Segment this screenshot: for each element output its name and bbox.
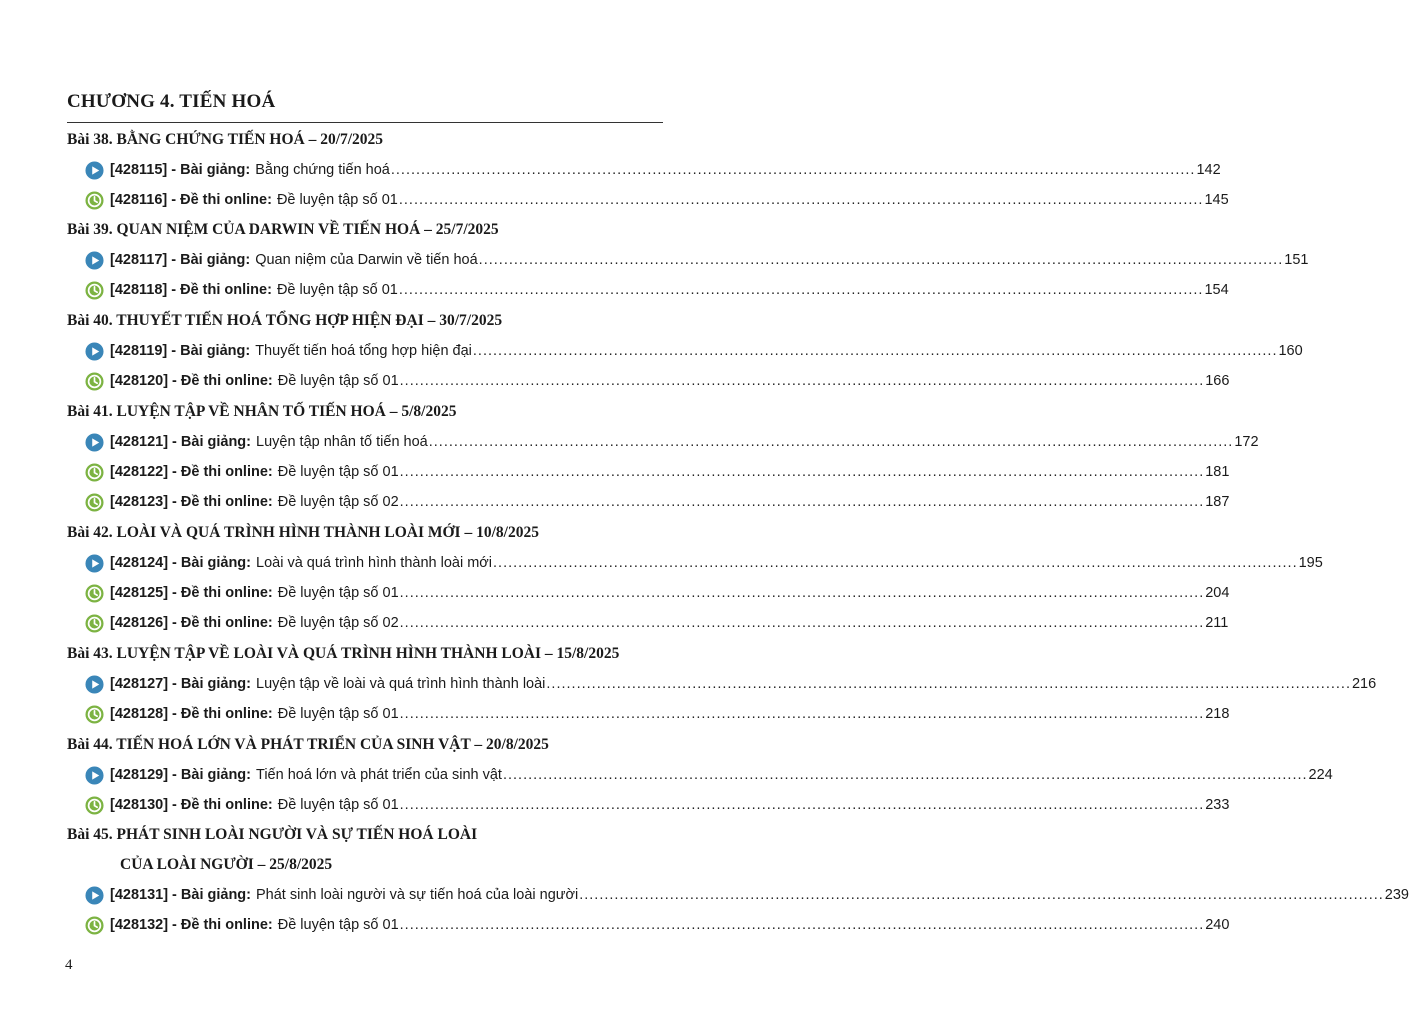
- dot-leader: ................................................................................................................................................................: [399, 615, 1205, 631]
- entry-code: [428118]: [110, 282, 168, 298]
- toc-entry[interactable]: [85, 340, 1303, 362]
- dot-leader: ................................................................................................................................................................: [398, 192, 1204, 208]
- play-icon: [85, 161, 104, 180]
- toc-entry[interactable]: [85, 764, 1333, 786]
- toc-entry[interactable]: [85, 249, 1309, 271]
- toc-entry[interactable]: [85, 279, 1229, 301]
- entry-type: - Bài giảng:: [172, 887, 251, 903]
- dot-leader: ................................................................................................................................................................: [390, 162, 1196, 178]
- dot-leader: ................................................................................................................................................................: [579, 887, 1384, 903]
- entry-type: - Bài giảng:: [172, 434, 251, 450]
- entry-code: [428126]: [110, 615, 169, 631]
- entry-title: Đề luyện tập số 01: [277, 373, 399, 389]
- entry-title: Đề luyện tập số 02: [277, 615, 399, 631]
- entry-title: Đề luyện tập số 01: [277, 585, 399, 601]
- entry-code: [428119]: [110, 343, 168, 359]
- entry-page-number: 187: [1205, 494, 1230, 510]
- dot-leader: ................................................................................................................................................................: [399, 797, 1205, 813]
- entry-code: [428129]: [110, 767, 169, 783]
- toc-entry[interactable]: [85, 552, 1323, 574]
- entry-code: [428124]: [110, 555, 169, 571]
- dot-leader: ................................................................................................................................................................: [399, 464, 1205, 480]
- entry-page-number: 145: [1204, 192, 1229, 208]
- entry-type: - Bài giảng:: [172, 555, 251, 571]
- toc-entry[interactable]: [85, 673, 1377, 695]
- entry-code: [428115]: [110, 162, 168, 178]
- entry-page-number: 181: [1205, 464, 1230, 480]
- entry-code: [428132]: [110, 917, 169, 933]
- entry-page-number: 160: [1278, 343, 1303, 359]
- dot-leader: ................................................................................................................................................................: [428, 434, 1234, 450]
- entry-type: - Bài giảng:: [172, 676, 251, 692]
- play-icon: [85, 342, 104, 361]
- entry-type: - Đề thi online:: [172, 706, 273, 722]
- entry-page-number: 151: [1284, 252, 1309, 268]
- entry-type: - Đề thi online:: [171, 282, 272, 298]
- entry-page-number: 204: [1205, 585, 1230, 601]
- clock-icon: [85, 916, 104, 935]
- chapter-divider: [67, 122, 663, 123]
- entry-code: [428128]: [110, 706, 169, 722]
- entry-title: Luyện tập nhân tố tiến hoá: [256, 434, 428, 450]
- entry-page-number: 142: [1196, 162, 1221, 178]
- entry-title: Loài và quá trình hình thành loài mới: [256, 555, 493, 571]
- entry-type: - Bài giảng:: [172, 767, 251, 783]
- entry-title: Tiến hoá lớn và phát triển của sinh vật: [256, 767, 502, 783]
- clock-icon: [85, 796, 104, 815]
- dot-leader: ................................................................................................................................................................: [398, 282, 1204, 298]
- entry-title: Đề luyện tập số 01: [277, 464, 399, 480]
- entry-code: [428116]: [110, 192, 168, 208]
- entry-type: - Đề thi online:: [172, 585, 273, 601]
- entry-title: Đề luyện tập số 02: [277, 494, 399, 510]
- entry-code: [428117]: [110, 252, 168, 268]
- lesson-heading: Bài 43. LUYỆN TẬP VỀ LOÀI VÀ QUÁ TRÌNH HÌNH THÀNH LOÀI – 15/8/2025: [67, 645, 620, 662]
- lesson-heading: Bài 41. LUYỆN TẬP VỀ NHÂN TỐ TIẾN HOÁ – 5/8/2025: [67, 403, 457, 420]
- entry-page-number: 216: [1351, 676, 1377, 692]
- lesson-heading: Bài 39. QUAN NIỆM CỦA DARWIN VỀ TIẾN HOÁ – 25/7/2025: [67, 221, 499, 238]
- entry-title: Đề luyện tập số 01: [276, 282, 398, 298]
- toc-entry[interactable]: [85, 914, 1230, 936]
- dot-leader: ................................................................................................................................................................: [493, 555, 1298, 571]
- clock-icon: [85, 463, 104, 482]
- entry-code: [428130]: [110, 797, 169, 813]
- toc-entry[interactable]: [85, 431, 1259, 453]
- clock-icon: [85, 191, 104, 210]
- lesson-heading: Bài 42. LOÀI VÀ QUÁ TRÌNH HÌNH THÀNH LOÀI MỚI – 10/8/2025: [67, 524, 539, 541]
- entry-page-number: 239: [1384, 887, 1409, 903]
- clock-icon: [85, 493, 104, 512]
- entry-title: Luyện tập về loài và quá trình hình thành loài: [256, 676, 546, 692]
- entry-code: [428131]: [110, 887, 169, 903]
- clock-icon: [85, 372, 104, 391]
- entry-page-number: 211: [1205, 615, 1229, 631]
- play-icon: [85, 766, 104, 785]
- entry-page-number: 240: [1205, 917, 1230, 933]
- entry-page-number: 166: [1205, 373, 1230, 389]
- dot-leader: ................................................................................................................................................................: [399, 373, 1205, 389]
- play-icon: [85, 433, 104, 452]
- entry-type: - Đề thi online:: [171, 192, 272, 208]
- toc-entry[interactable]: [85, 159, 1221, 181]
- clock-icon: [85, 614, 104, 633]
- entry-type: - Bài giảng:: [171, 162, 251, 178]
- play-icon: [85, 554, 104, 573]
- dot-leader: ................................................................................................................................................................: [399, 585, 1205, 601]
- entry-title: Đề luyện tập số 01: [276, 192, 398, 208]
- entry-title: Bằng chứng tiến hoá: [255, 162, 390, 178]
- play-icon: [85, 886, 104, 905]
- entry-type: - Đề thi online:: [172, 917, 273, 933]
- page-number: 4: [65, 957, 73, 973]
- toc-entry[interactable]: [85, 612, 1229, 634]
- entry-page-number: 224: [1308, 767, 1333, 783]
- dot-leader: ................................................................................................................................................................: [546, 676, 1351, 692]
- dot-leader: ................................................................................................................................................................: [472, 343, 1278, 359]
- entry-title: Quan niệm của Darwin về tiến hoá: [255, 252, 478, 268]
- toc-entry[interactable]: [85, 491, 1230, 513]
- entry-type: - Bài giảng:: [171, 252, 251, 268]
- entry-code: [428122]: [110, 464, 169, 480]
- entry-page-number: 233: [1205, 797, 1230, 813]
- entry-code: [428127]: [110, 676, 169, 692]
- dot-leader: ................................................................................................................................................................: [399, 706, 1205, 722]
- entry-code: [428120]: [110, 373, 169, 389]
- clock-icon: [85, 281, 104, 300]
- lesson-heading: Bài 45. PHÁT SINH LOÀI NGƯỜI VÀ SỰ TIẾN HOÁ LOÀI: [67, 826, 478, 843]
- entry-type: - Đề thi online:: [172, 464, 273, 480]
- entry-code: [428123]: [110, 494, 169, 510]
- entry-type: - Bài giảng:: [171, 343, 251, 359]
- entry-type: - Đề thi online:: [172, 615, 273, 631]
- play-icon: [85, 251, 104, 270]
- entry-page-number: 172: [1234, 434, 1259, 450]
- entry-type: - Đề thi online:: [172, 494, 273, 510]
- entry-title: Đề luyện tập số 01: [277, 917, 399, 933]
- entry-page-number: 218: [1205, 706, 1230, 722]
- dot-leader: ................................................................................................................................................................: [478, 252, 1284, 268]
- chapter-title: CHƯƠNG 4. TIẾN HOÁ: [67, 91, 276, 112]
- entry-title: Phát sinh loài người và sự tiến hoá của loài người: [256, 887, 579, 903]
- entry-title: Thuyết tiến hoá tổng hợp hiện đại: [255, 343, 472, 359]
- clock-icon: [85, 705, 104, 724]
- dot-leader: ................................................................................................................................................................: [399, 494, 1205, 510]
- toc-entry[interactable]: [85, 189, 1229, 211]
- toc-entry[interactable]: [85, 703, 1230, 725]
- toc-entry[interactable]: [85, 794, 1230, 816]
- entry-code: [428125]: [110, 585, 169, 601]
- lesson-heading: Bài 38. BẰNG CHỨNG TIẾN HOÁ – 20/7/2025: [67, 131, 384, 148]
- entry-type: - Đề thi online:: [172, 373, 273, 389]
- toc-entry[interactable]: [85, 370, 1230, 392]
- dot-leader: ................................................................................................................................................................: [399, 917, 1205, 933]
- entry-page-number: 195: [1298, 555, 1323, 571]
- toc-entry[interactable]: [85, 461, 1230, 483]
- lesson-heading: Bài 40. THUYẾT TIẾN HOÁ TỔNG HỢP HIỆN ĐẠI – 30/7/2025: [67, 312, 503, 329]
- toc-entry[interactable]: [85, 884, 1409, 906]
- entry-title: Đề luyện tập số 01: [277, 797, 399, 813]
- entry-title: Đề luyện tập số 01: [277, 706, 399, 722]
- entry-type: - Đề thi online:: [172, 797, 273, 813]
- entry-page-number: 154: [1204, 282, 1229, 298]
- play-icon: [85, 675, 104, 694]
- dot-leader: ................................................................................................................................................................: [502, 767, 1308, 783]
- toc-entry[interactable]: [85, 582, 1230, 604]
- lesson-heading-continued: CỦA LOÀI NGƯỜI – 25/8/2025: [120, 856, 333, 873]
- lesson-heading: Bài 44. TIẾN HOÁ LỚN VÀ PHÁT TRIỂN CỦA SINH VẬT – 20/8/2025: [67, 736, 549, 753]
- clock-icon: [85, 584, 104, 603]
- entry-code: [428121]: [110, 434, 169, 450]
